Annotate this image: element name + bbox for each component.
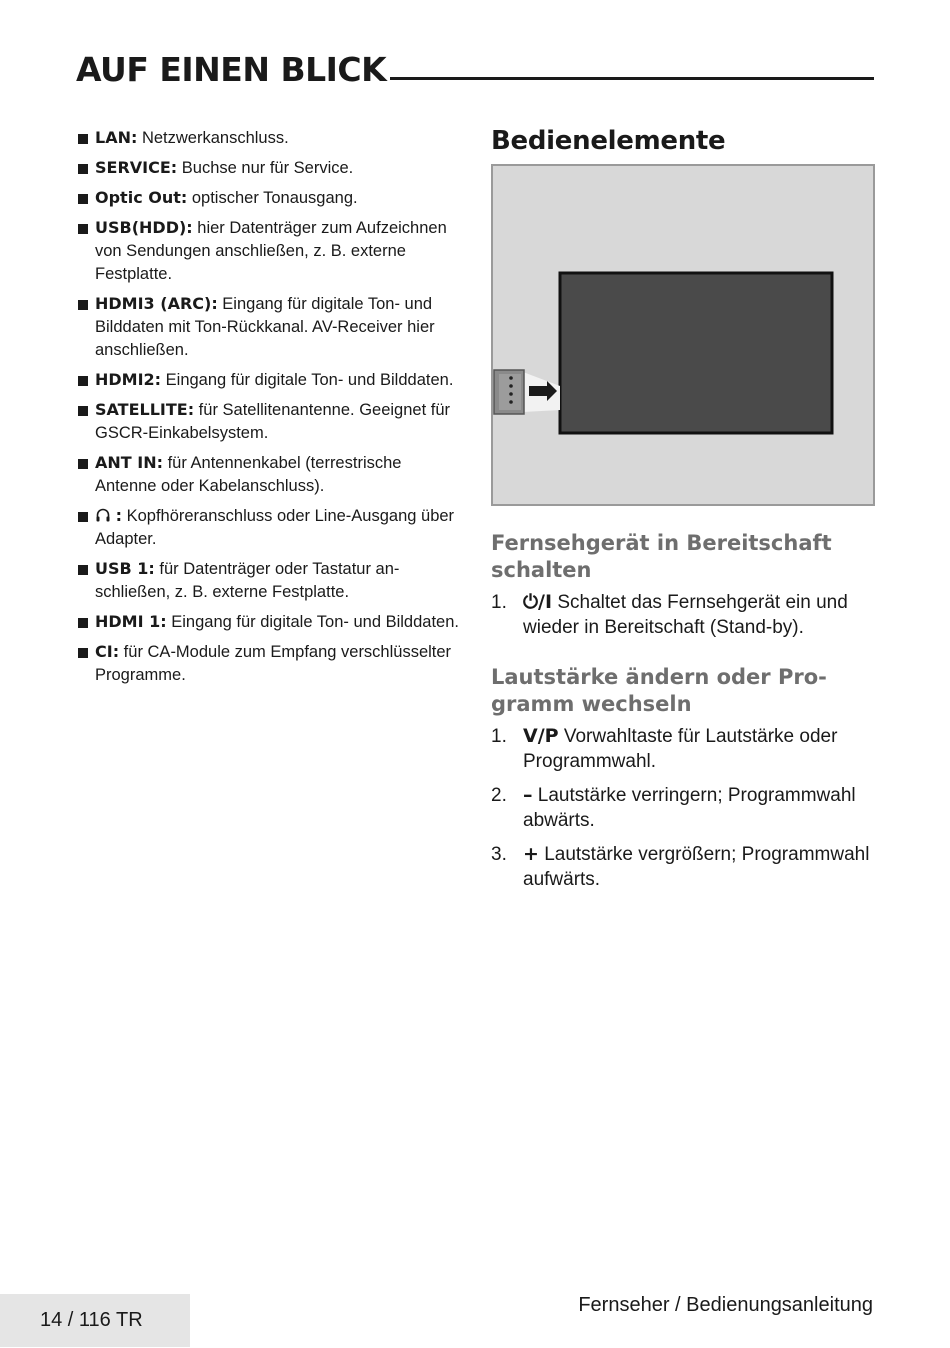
bullet <box>78 512 88 522</box>
term: USB 1: <box>95 559 155 578</box>
control-button <box>509 376 513 380</box>
bullet <box>78 648 88 658</box>
title-rule <box>390 77 874 80</box>
controls-section <box>491 120 875 901</box>
description: Kopfhöreranschluss oder Line-Ausgang über Adapter. <box>95 507 455 548</box>
list-item <box>491 590 875 640</box>
list-item-lan <box>77 126 462 150</box>
bullet <box>78 164 88 174</box>
plus-icon: + <box>523 843 539 865</box>
description: hier Datenträger zum Aufzeichnen von Sendungen anschließen, z. B. externe Festplatte. <box>95 219 447 283</box>
description: für Datenträger oder Tastatur anschließen, z. B. externe Festplatte. <box>95 560 400 601</box>
list-item-hdmi2 <box>77 368 462 392</box>
step-description: Lautstärke vergrößern; Programmwahl aufwärts. <box>523 844 870 890</box>
bullet <box>78 406 88 416</box>
list-item-headphones <box>77 504 462 551</box>
key-label: V/P <box>523 725 559 747</box>
page-number: 14 / 116 TR <box>0 1294 190 1347</box>
bullet <box>78 224 88 234</box>
step-description: Lautstärke verringern; Programmwahl abwärts. <box>523 785 856 831</box>
step-description: Vorwahltaste für Lautstärke oder Programmwahl. <box>523 726 838 772</box>
description: optischer Tonausgang. <box>187 189 358 207</box>
list-item <box>491 783 875 833</box>
bullet <box>78 376 88 386</box>
list-item-usb1 <box>77 557 462 604</box>
term: SATELLITE: <box>95 400 195 419</box>
headphones-icon <box>95 507 111 523</box>
document-title: Fernseher / Bedienungsanleitung <box>578 1294 873 1316</box>
description: Eingang für digitale Ton- und Bilddaten. <box>166 613 459 631</box>
tv-screen <box>560 273 832 433</box>
page-header <box>76 48 874 88</box>
description: Netzwerkanschluss. <box>137 129 289 147</box>
term: Optic Out: <box>95 188 188 207</box>
standby-steps <box>491 590 875 640</box>
description: für Satellitenantenne. Geeignet für GSCR-Einkabelsystem. <box>95 401 451 442</box>
term: ANT IN: <box>95 453 163 472</box>
term: SERVICE: <box>95 158 178 177</box>
step-number: 2. <box>491 785 507 806</box>
term: HDMI3 (ARC): <box>95 294 218 313</box>
page-footer <box>0 1294 950 1348</box>
description: Eingang für digitale Ton- und Bilddaten mit Ton-Rückkanal. AV-Receiver hier anschließen. <box>95 295 435 359</box>
list-item-ci <box>77 640 462 687</box>
standby-heading: Fernsehgerät in Bereitschaft schalten <box>491 531 832 582</box>
term: HDMI 1: <box>95 612 167 631</box>
term: : <box>115 506 122 525</box>
term: HDMI2: <box>95 370 162 389</box>
bullet <box>78 565 88 575</box>
tv-illustration <box>491 164 875 506</box>
step-text <box>523 724 875 774</box>
step-text <box>523 783 875 833</box>
connections-list <box>77 126 462 687</box>
control-button <box>509 400 513 404</box>
list-item <box>491 724 875 774</box>
bullet <box>78 134 88 144</box>
bullet <box>78 300 88 310</box>
step-description: Schaltet das Fernsehgerät ein und wieder in Bereitschaft (Stand-by). <box>523 592 848 638</box>
bullet <box>78 618 88 628</box>
description: Buchse nur für Service. <box>177 159 354 177</box>
list-item <box>491 842 875 892</box>
power-icon: ⏻/I <box>523 591 553 613</box>
list-item-satellite <box>77 398 462 445</box>
control-button <box>509 384 513 388</box>
volume-steps <box>491 724 875 892</box>
description: für Antennenkabel (terrestrische Antenne oder Kabelanschluss). <box>95 454 402 495</box>
term: CI: <box>95 642 120 661</box>
step-number: 1. <box>491 726 507 747</box>
list-item-hdmi3 <box>77 292 462 362</box>
volume-heading: Lautstärke ändern oder Programm wechseln <box>491 665 827 716</box>
section-title: Bedienelemente <box>491 126 726 156</box>
list-item-optic-out <box>77 186 462 210</box>
list-item-usb-hdd <box>77 216 462 286</box>
description: für CA-Module zum Empfang verschlüsselter Programme. <box>95 643 452 684</box>
connections-section <box>77 126 462 693</box>
tv-diagram <box>493 166 873 504</box>
step-number: 3. <box>491 844 507 865</box>
minus-icon: – <box>523 784 533 806</box>
list-item-service <box>77 156 462 180</box>
list-item-ant-in <box>77 451 462 498</box>
step-text <box>523 590 875 640</box>
term: LAN: <box>95 128 138 147</box>
page-title: AUF EINEN BLICK <box>76 50 387 89</box>
control-button <box>509 392 513 396</box>
step-number: 1. <box>491 592 507 613</box>
bullet <box>78 194 88 204</box>
step-text <box>523 842 875 892</box>
bullet <box>78 459 88 469</box>
term: USB(HDD): <box>95 218 193 237</box>
description: Eingang für digitale Ton- und Bilddaten. <box>161 371 454 389</box>
list-item-hdmi1 <box>77 610 462 634</box>
